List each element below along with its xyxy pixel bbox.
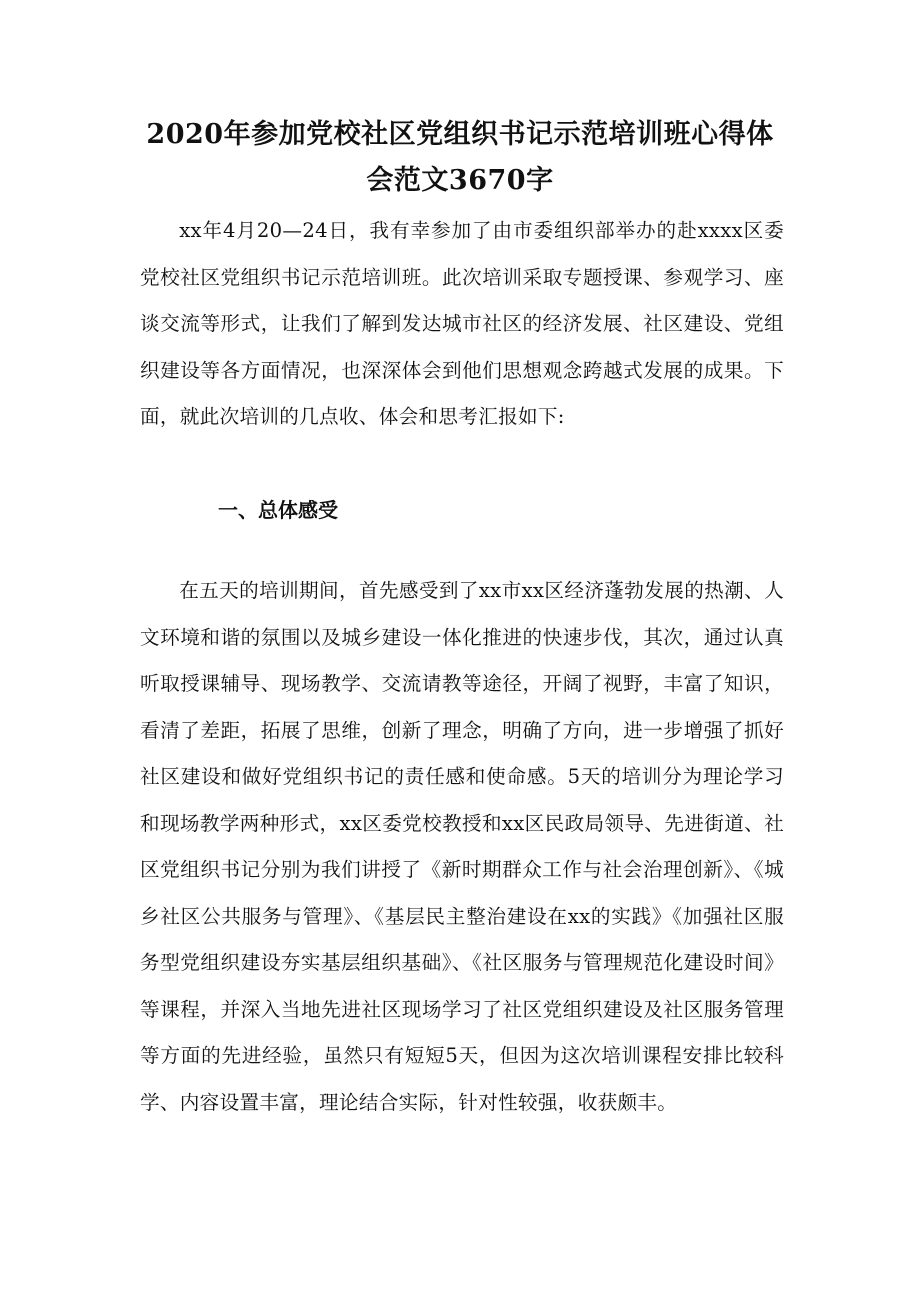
intro-paragraph: xx年4月20—24日，我有幸参加了由市委组织部举办的赴xxxx区委党校社区党组织书记示范培训班。此次培训采取专题授课、参观学习、座谈交流等形式，让我们了解到发达城市社区的经济发展、社区建设、党组织建设等各方面情况，也深深体会到他们思想观念跨越式发展的成果。下面，就此次培训的几点收、体会和思考汇报如下:	[140, 219, 784, 428]
body-paragraph: 在五天的培训期间，首先感受到了xx市xx区经济蓬勃发展的热潮、人文环境和谐的氛围以及城乡建设一体化推进的快速步伐，其次，通过认真听取授课辅导、现场教学、交流请教等途径，开阔了视野，丰富了知识，看清了差距，拓展了思维，创新了理念，明确了方向，进一步增强了抓好社区建设和做好党组织书记的责任感和使命感。5天的培训分为理论学习和现场教学两种形式，xx区委党校教授和xx区民政局领导、先进街道、社区党组织书记分别为我们讲授了《新时期群众工作与社会治理创新》、《城乡社区公共服务与管理》、《基层民主整治建设在xx的实践》《加强社区服务型党组织建设夯实基层组织基础》、《社区服务与管理规范化建设时间》等课程，并深入当地先进社区现场学习了社区党组织建设及社区服务管理等方面的先进经验，虽然只有短短5天，但因为这次培训课程安排比较科学、内容设置丰富，理论结合实际，针对性较强，收获颇丰。	[140, 579, 784, 1114]
document-title	[110, 112, 810, 204]
section-heading: 一、总体感受	[218, 498, 338, 522]
title-line-2: 会范文3670字	[366, 165, 554, 196]
title-line-1: 2020年参加党校社区党组织书记示范培训班心得体	[146, 119, 774, 150]
